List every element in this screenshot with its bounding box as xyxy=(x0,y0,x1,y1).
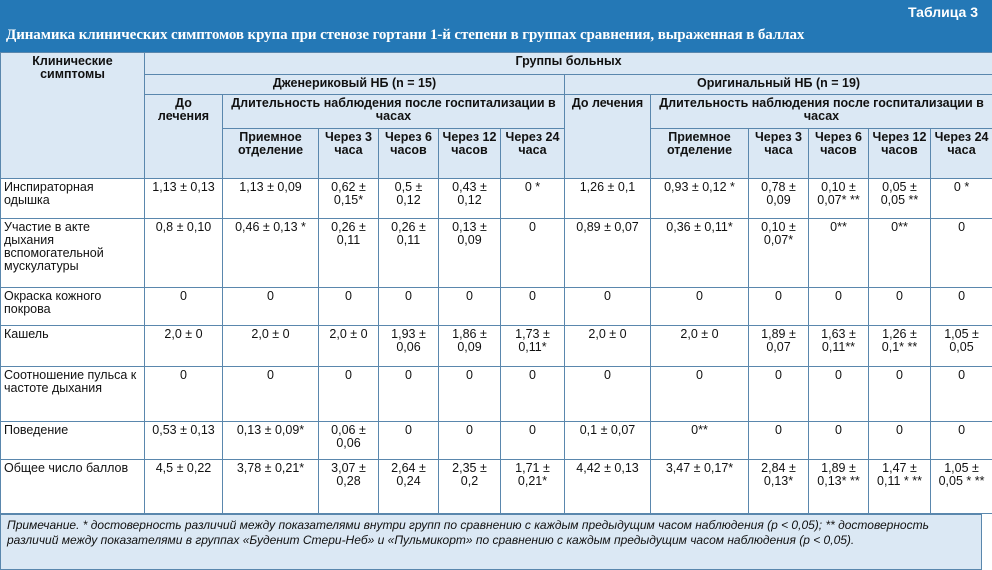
table-row xyxy=(1,459,992,513)
value-cell: 0** xyxy=(651,421,749,459)
symptom-cell: Кашель xyxy=(1,325,145,367)
value-cell: 1,26 ± 0,1* ** xyxy=(869,325,931,367)
header-duration-g2: Длительность наблюдения после госпитализации в часах xyxy=(651,95,992,129)
header-time-g1-2: Через 6 часов xyxy=(379,129,439,179)
value-cell: 0 xyxy=(439,421,501,459)
value-cell: 0 xyxy=(501,367,565,421)
value-cell: 0 xyxy=(439,367,501,421)
value-cell: 0 xyxy=(223,367,319,421)
value-cell: 0,93 ± 0,12 * xyxy=(651,179,749,219)
value-cell: 0 xyxy=(565,367,651,421)
symptom-cell: Поведение xyxy=(1,421,145,459)
value-cell: 3,47 ± 0,17* xyxy=(651,459,749,513)
value-cell: 2,0 ± 0 xyxy=(565,325,651,367)
value-cell: 0 xyxy=(869,287,931,325)
value-cell: 0 xyxy=(651,287,749,325)
value-cell: 0 xyxy=(319,367,379,421)
value-cell: 0 * xyxy=(501,179,565,219)
value-cell: 0,13 ± 0,09 xyxy=(439,218,501,287)
value-cell: 4,42 ± 0,13 xyxy=(565,459,651,513)
table-row xyxy=(1,218,992,287)
value-cell: 0 xyxy=(931,287,992,325)
value-cell: 0,43 ± 0,12 xyxy=(439,179,501,219)
value-cell: 0 xyxy=(809,421,869,459)
value-cell: 0 xyxy=(749,287,809,325)
symptom-cell: Общее число баллов xyxy=(1,459,145,513)
value-cell: 0 xyxy=(749,367,809,421)
value-cell: 0 xyxy=(869,367,931,421)
value-cell: 0 xyxy=(145,367,223,421)
header-time-g2-1: Через 3 часа xyxy=(749,129,809,179)
value-cell: 0 xyxy=(931,421,992,459)
symptom-cell: Соотношение пульса к частоте дыхания xyxy=(1,367,145,421)
value-cell: 0 xyxy=(145,287,223,325)
value-cell: 0,46 ± 0,13 * xyxy=(223,218,319,287)
table-row xyxy=(1,421,992,459)
value-cell: 0,26 ± 0,11 xyxy=(319,218,379,287)
header-before-g1: До лечения xyxy=(145,95,223,179)
table-row xyxy=(1,179,992,219)
value-cell: 3,78 ± 0,21* xyxy=(223,459,319,513)
value-cell: 0 xyxy=(501,287,565,325)
value-cell: 2,35 ± 0,2 xyxy=(439,459,501,513)
value-cell: 4,5 ± 0,22 xyxy=(145,459,223,513)
header-time-g1-1: Через 3 часа xyxy=(319,129,379,179)
header-symptoms: Клинические симптомы xyxy=(1,53,145,179)
value-cell: 0 xyxy=(565,287,651,325)
value-cell: 0 xyxy=(319,287,379,325)
symptom-cell: Участие в акте дыхания вспомогательной мускулатуры xyxy=(1,218,145,287)
value-cell: 0 xyxy=(439,287,501,325)
table-body xyxy=(1,179,992,514)
value-cell: 0 * xyxy=(931,179,992,219)
value-cell: 1,26 ± 0,1 xyxy=(565,179,651,219)
table-header-band xyxy=(0,0,992,52)
header-time-g2-0: Приемное отделение xyxy=(651,129,749,179)
value-cell: 0,78 ± 0,09 xyxy=(749,179,809,219)
value-cell: 1,13 ± 0,13 xyxy=(145,179,223,219)
header-time-g2-3: Через 12 часов xyxy=(869,129,931,179)
value-cell: 0 xyxy=(223,287,319,325)
value-cell: 0 xyxy=(931,218,992,287)
value-cell: 0 xyxy=(501,421,565,459)
table-row xyxy=(1,367,992,421)
value-cell: 1,71 ± 0,21* xyxy=(501,459,565,513)
value-cell: 3,07 ± 0,28 xyxy=(319,459,379,513)
value-cell: 1,05 ± 0,05 xyxy=(931,325,992,367)
value-cell: 1,13 ± 0,09 xyxy=(223,179,319,219)
value-cell: 0,05 ± 0,05 ** xyxy=(869,179,931,219)
value-cell: 0,62 ± 0,15* xyxy=(319,179,379,219)
value-cell: 0 xyxy=(931,367,992,421)
header-groups: Группы больных xyxy=(145,53,992,75)
value-cell: 1,89 ± 0,07 xyxy=(749,325,809,367)
value-cell: 0,1 ± 0,07 xyxy=(565,421,651,459)
value-cell: 0 xyxy=(651,367,749,421)
value-cell: 0,13 ± 0,09* xyxy=(223,421,319,459)
data-table-container xyxy=(0,52,992,514)
table-footnote: Примечание. * достоверность различий между показателями внутри групп по сравнению с каждым предыдущим часом наблюдения (p < 0,05); ** достоверность различий между показателями в группах «Буденит Стери-Неб» и «Пульмикорт» по сравнению с каждым предыдущим часом наблюдения (p < 0,05). xyxy=(0,514,982,570)
value-cell: 2,0 ± 0 xyxy=(145,325,223,367)
value-cell: 1,93 ± 0,06 xyxy=(379,325,439,367)
data-table xyxy=(0,52,992,514)
symptom-cell: Окраска кожного покрова xyxy=(1,287,145,325)
table-title: Динамика клинических симптомов крупа при стенозе гортани 1-й степени в группах сравнения, выраженная в баллах xyxy=(6,27,805,43)
symptom-cell: Инспираторная одышка xyxy=(1,179,145,219)
value-cell: 1,86 ± 0,09 xyxy=(439,325,501,367)
value-cell: 0 xyxy=(379,367,439,421)
value-cell: 0 xyxy=(869,421,931,459)
header-group2: Оригинальный НБ (n = 19) xyxy=(565,75,992,95)
value-cell: 0 xyxy=(379,421,439,459)
header-time-g1-3: Через 12 часов xyxy=(439,129,501,179)
value-cell: 0,36 ± 0,11* xyxy=(651,218,749,287)
value-cell: 0 xyxy=(749,421,809,459)
value-cell: 0,10 ± 0,07* xyxy=(749,218,809,287)
value-cell: 0 xyxy=(809,367,869,421)
header-time-g1-4: Через 24 часа xyxy=(501,129,565,179)
value-cell: 1,05 ± 0,05 * ** xyxy=(931,459,992,513)
value-cell: 0** xyxy=(809,218,869,287)
value-cell: 2,0 ± 0 xyxy=(651,325,749,367)
header-duration-g1: Длительность наблюдения после госпитализации в часах xyxy=(223,95,565,129)
value-cell: 1,47 ± 0,11 * ** xyxy=(869,459,931,513)
value-cell: 2,0 ± 0 xyxy=(223,325,319,367)
table-row xyxy=(1,287,992,325)
value-cell: 1,89 ± 0,13* ** xyxy=(809,459,869,513)
value-cell: 1,73 ± 0,11* xyxy=(501,325,565,367)
value-cell: 1,63 ± 0,11** xyxy=(809,325,869,367)
header-group1: Дженериковый НБ (n = 15) xyxy=(145,75,565,95)
value-cell: 0,89 ± 0,07 xyxy=(565,218,651,287)
value-cell: 0,8 ± 0,10 xyxy=(145,218,223,287)
table-row xyxy=(1,325,992,367)
value-cell: 2,84 ± 0,13* xyxy=(749,459,809,513)
value-cell: 0,06 ± 0,06 xyxy=(319,421,379,459)
table-number: Таблица 3 xyxy=(907,4,978,20)
header-time-g1-0: Приемное отделение xyxy=(223,129,319,179)
value-cell: 2,0 ± 0 xyxy=(319,325,379,367)
value-cell: 0,10 ± 0,07* ** xyxy=(809,179,869,219)
value-cell: 0 xyxy=(501,218,565,287)
header-time-g2-2: Через 6 часов xyxy=(809,129,869,179)
value-cell: 0,26 ± 0,11 xyxy=(379,218,439,287)
value-cell: 2,64 ± 0,24 xyxy=(379,459,439,513)
header-before-g2: До лечения xyxy=(565,95,651,179)
value-cell: 0** xyxy=(869,218,931,287)
header-time-g2-4: Через 24 часа xyxy=(931,129,992,179)
value-cell: 0,53 ± 0,13 xyxy=(145,421,223,459)
value-cell: 0,5 ± 0,12 xyxy=(379,179,439,219)
value-cell: 0 xyxy=(379,287,439,325)
value-cell: 0 xyxy=(809,287,869,325)
